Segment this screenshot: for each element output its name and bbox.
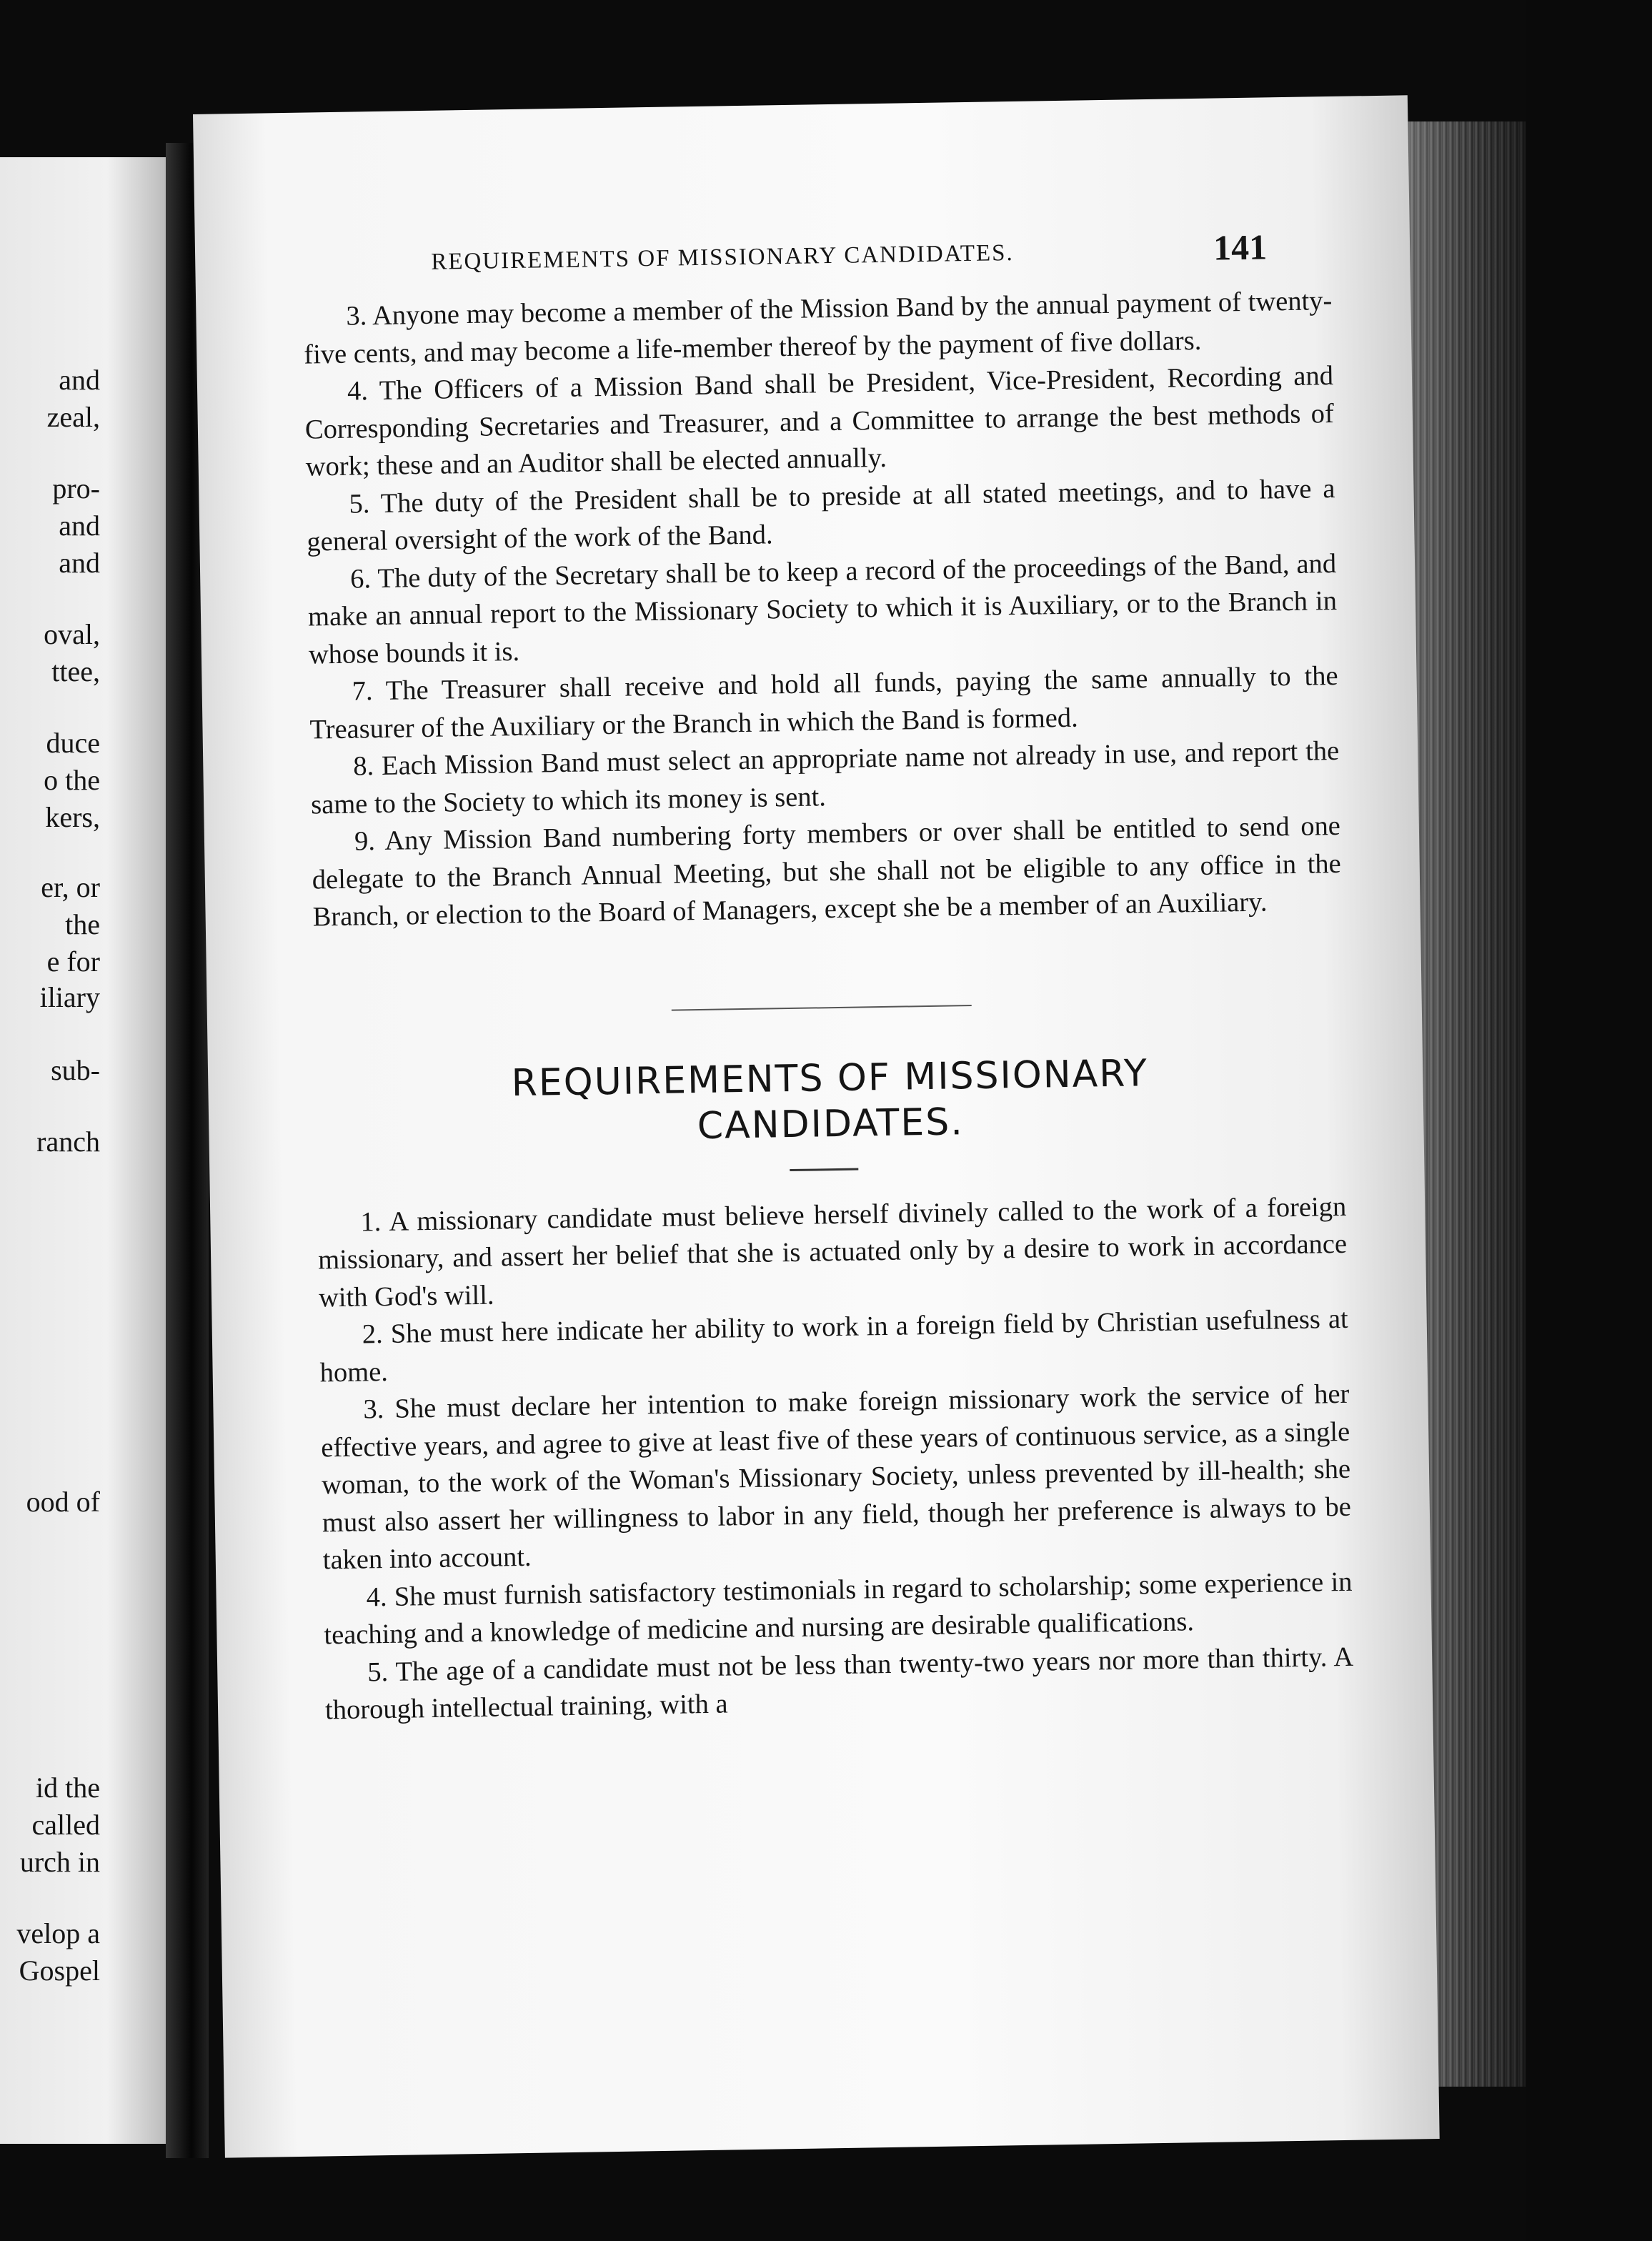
left-text-line: the <box>65 908 100 940</box>
section-title-line: CANDIDATES. <box>697 1100 965 1148</box>
left-text-line: id the <box>36 1772 100 1804</box>
section-title <box>315 1047 1345 1155</box>
requirement-paragraph: 1. A missionary candidate must believe herself divinely called to the work of a foreign missionary, and assert her belief that she is actuated only by a desire to work in accordance with God's will. <box>317 1191 1348 1313</box>
left-text-line: pro- <box>52 472 100 505</box>
rule-paragraph: 4. The Officers of a Mission Band shall be President, Vice-President, Recording and Corresponding Secretaries and Treasurer, and a Committee to arrange the best methods of work; these and an Auditor shall be elected annually. <box>304 360 1335 482</box>
left-page-fragment <box>0 157 179 2144</box>
left-text-line: duce <box>46 727 100 759</box>
left-text-line: urch in <box>19 1846 100 1878</box>
background-dark <box>1526 0 1652 2241</box>
left-text-line: sub- <box>51 1054 100 1086</box>
book-page <box>193 95 1440 2157</box>
running-head-title: REQUIREMENTS OF MISSIONARY CANDIDATES. <box>431 239 1014 275</box>
left-text-line: ttee, <box>51 655 100 687</box>
page-number: 141 <box>1213 227 1268 268</box>
left-text-line: ood of <box>26 1486 100 1518</box>
left-text-line: zeal, <box>46 401 100 433</box>
left-text-line: o the <box>44 764 100 796</box>
rule-paragraph: 5. The duty of the President shall be to preside at all stated meetings, and to have a general oversight of the work of the Band. <box>307 473 1335 557</box>
candidate-requirements-list <box>317 1188 1354 1729</box>
left-text-line: er, or <box>41 871 100 903</box>
rule-paragraph: 9. Any Mission Band numbering forty members or over shall be entitled to send one delegate to the Branch Annual Meeting, but she shall not be eligible to any office in the Branch, or election to the Board of Managers, except she be a member of an Auxiliary. <box>312 810 1341 933</box>
requirement-paragraph: 5. The age of a candidate must not be less than twenty-two years nor more than thirty. A thorough intellectual training, with a <box>324 1641 1354 1726</box>
requirement-paragraph: 4. She must furnish satisfactory testimonials in regard to scholarship; some experience in teaching and a knowledge of medicine and nursing are desirable qualifications. <box>324 1566 1353 1651</box>
section-title-line: REQUIREMENTS OF MISSIONARY <box>511 1051 1149 1105</box>
title-underline <box>790 1168 858 1171</box>
left-text-line: and <box>59 510 100 542</box>
rule-paragraph: 8. Each Mission Band must select an appropriate name not already in use, and report the same to the Society to which its money is sent. <box>310 735 1340 820</box>
left-text-line: velop a <box>16 1917 100 1949</box>
requirement-paragraph: 2. She must here indicate her ability to work in a foreign field by Christian usefulness at home. <box>319 1303 1349 1388</box>
left-text-line: called <box>31 1809 100 1841</box>
rule-paragraph: 3. Anyone may become a member of the Mission Band by the annual payment of twenty-five cents, and may become a life-member thereof by the payment of five dollars. <box>303 285 1333 370</box>
left-text-line: and <box>59 547 100 579</box>
section-divider <box>672 1005 972 1011</box>
rule-paragraph: 6. The duty of the Secretary shall be to keep a record of the proceedings of the Band, and make an annual report to the Missionary Society to which it is Auxiliary, or to the Branch in whose bounds it is. <box>307 548 1338 670</box>
left-text-line: oval, <box>44 618 100 650</box>
left-text-line: Gospel <box>19 1954 100 1987</box>
left-text-line: iliary <box>39 981 100 1013</box>
requirement-paragraph: 3. She must declare her intention to make foreign missionary work the service of her effective years, and agree to give at least five of these years of continuous service, as a single woman, to the work of the Woman's Missionary Society, unless prevented by ill-health; she must also assert her willingness to labor in any field, though her preference is always to be taken into account. <box>321 1378 1352 1576</box>
left-text-line: e for <box>46 945 100 978</box>
left-text-line: ranch <box>36 1126 100 1158</box>
left-text-line: kers, <box>45 801 100 833</box>
left-text-line: and <box>59 364 100 396</box>
band-rules-list <box>303 282 1342 936</box>
page-content <box>302 225 1355 1729</box>
rule-paragraph: 7. The Treasurer shall receive and hold all funds, paying the same annually to the Treasurer of the Auxiliary or the Branch in which the Band is formed. <box>309 660 1338 745</box>
